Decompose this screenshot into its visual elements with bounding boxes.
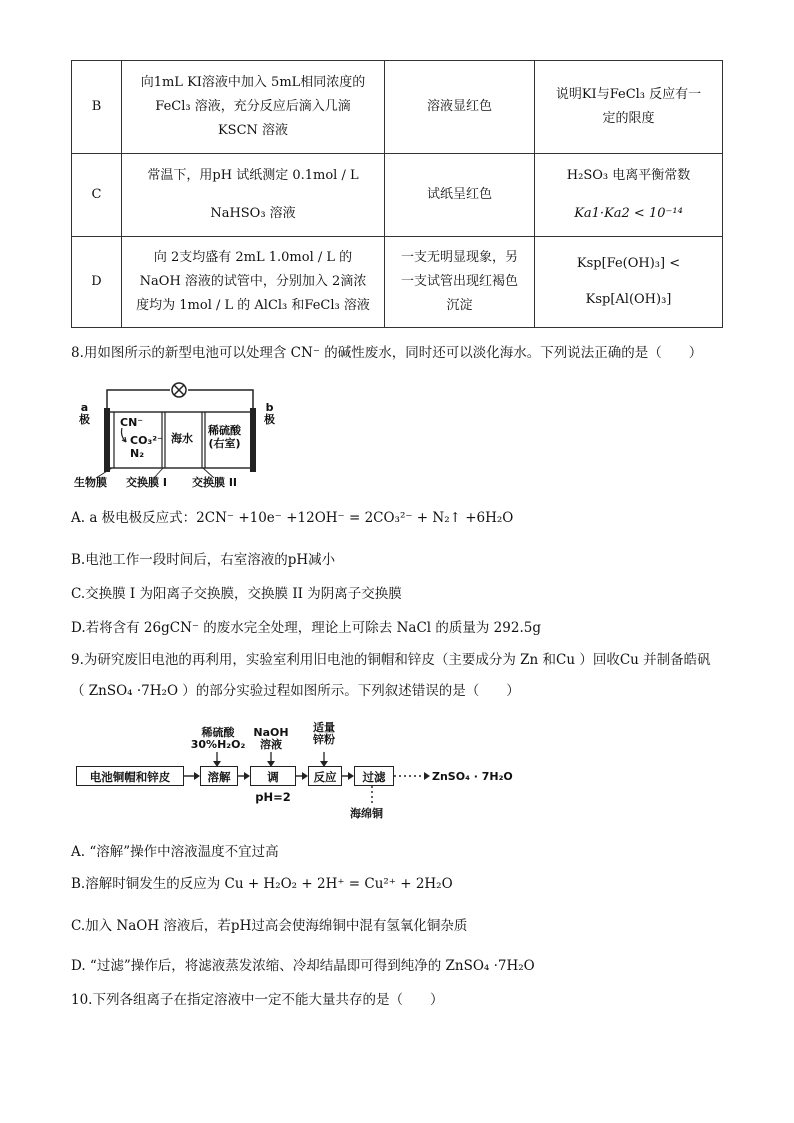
q9-option-a: A. “溶解”操作中溶液温度不宜过高 [71,844,279,860]
membrane-bio-label: 生物膜 [74,476,107,489]
q8-option-a: A. a 极电极反应式：2CN⁻ +10e⁻ +12OH⁻ = 2CO₃²⁻ + N₂↑ +6H₂O [71,510,514,526]
question-9-stem-line1: 9.为研究废旧电池的再利用，实验室利用旧电池的铜帽和锌皮（主要成分为 Zn 和Cu ）回收Cu 并制备皓矾 [71,652,711,668]
row-label: D [72,237,122,328]
flow-product: ZnSO₄ · 7H₂O [432,770,513,783]
flow-box-raw: 电池铜帽和锌皮 [76,766,184,786]
electrode-b-label: b 极 [264,401,275,426]
conclusion-cell: H₂SO₃ 电离平衡常数 Ka1·Ka2 < 10⁻¹⁴ [535,154,723,237]
flow-box-dissolve: 溶解 [200,766,238,786]
conclusion-cell: 说明KI与FeCl₃ 反应有一 定的限度 [535,61,723,154]
table-row [72,237,723,328]
question-9-stem-line2: （ ZnSO₄ ·7H₂O ）的部分实验过程如图所示。下列叙述错误的是（ ） [71,683,520,699]
species-cn: CN⁻ [120,416,144,429]
flow-box-adjust-ph: 调pH=2 [250,766,296,786]
electrode-b [250,408,256,472]
reagent-zinc: 适量 锌粉 [313,721,335,746]
q8-option-c: C.交换膜 I 为阳离子交换膜，交换膜 II 为阴离子交换膜 [71,586,402,602]
row-label: C [72,154,122,237]
operation-cell: 常温下，用pH 试纸测定 0.1mol / L NaHSO₃ 溶液 [122,154,385,237]
operation-cell: 向 2支均盛有 2mL 1.0mol / L 的 NaOH 溶液的试管中，分别加入 2滴浓 度均为 1mol / L 的 AlCl₃ 和FeCl₃ 溶液 [122,237,385,328]
question-8-stem: 8.用如图所示的新型电池可以处理含 CN⁻ 的碱性废水，同时还可以淡化海水。下列说法正确的是（ ） [71,345,703,361]
battery-diagram [74,378,284,488]
flow-byproduct: 海绵铜 [350,807,383,820]
conclusion-cell: Ksp[Fe(OH)₃] < Ksp[Al(OH)₃] [535,237,723,328]
row-label: B [72,61,122,154]
phenomenon-cell: 溶液显红色 [385,61,535,154]
experiment-table [71,60,723,328]
table-row [72,61,723,154]
phenomenon-cell: 试纸呈红色 [385,154,535,237]
reagent-dissolve: 稀硫酸 30%H₂O₂ [190,726,246,751]
q9-option-d: D. “过滤”操作后，将滤液蒸发浓缩、冷却结晶即可得到纯净的 ZnSO₄ ·7H₂O [71,958,535,974]
operation-cell: 向1mL KI溶液中加入 5mL相同浓度的 FeCl₃ 溶液，充分反应后滴入几滴 KSCN 溶液 [122,61,385,154]
flow-box-react: 反应 [308,766,342,786]
flow-box-filter: 过滤 [354,766,394,786]
phenomenon-cell: 一支无明显现象，另 一支试管出现红褐色 沉淀 [385,237,535,328]
chamber-right: 稀硫酸 (右室) [208,424,241,450]
electrode-a [104,408,110,472]
chamber-seawater: 海水 [171,432,193,445]
q9-option-b: B.溶解时铜发生的反应为 Cu + H₂O₂ + 2H⁺ = Cu²⁺ + 2H₂O [71,876,453,892]
species-co3: CO₃²⁻ [130,434,163,447]
electrode-a-label: a 极 [79,401,90,426]
species-n2: N₂ [130,447,145,460]
question-10-stem: 10.下列各组离子在指定溶液中一定不能大量共存的是（ ） [71,992,444,1008]
reagent-naoh: NaOH 溶液 [253,726,289,751]
q8-option-d: D.若将含有 26gCN⁻ 的废水完全处理，理论上可除去 NaCl 的质量为 292.5g [71,620,541,636]
process-flow-diagram [76,722,536,826]
q8-option-b: B.电池工作一段时间后，右室溶液的pH减小 [71,552,336,568]
membrane-2-label: 交换膜 II [192,476,238,489]
membrane-1-label: 交换膜 I [126,476,167,489]
table-row [72,154,723,237]
q9-option-c: C.加入 NaOH 溶液后，若pH过高会使海绵铜中混有氢氧化铜杂质 [71,918,468,934]
